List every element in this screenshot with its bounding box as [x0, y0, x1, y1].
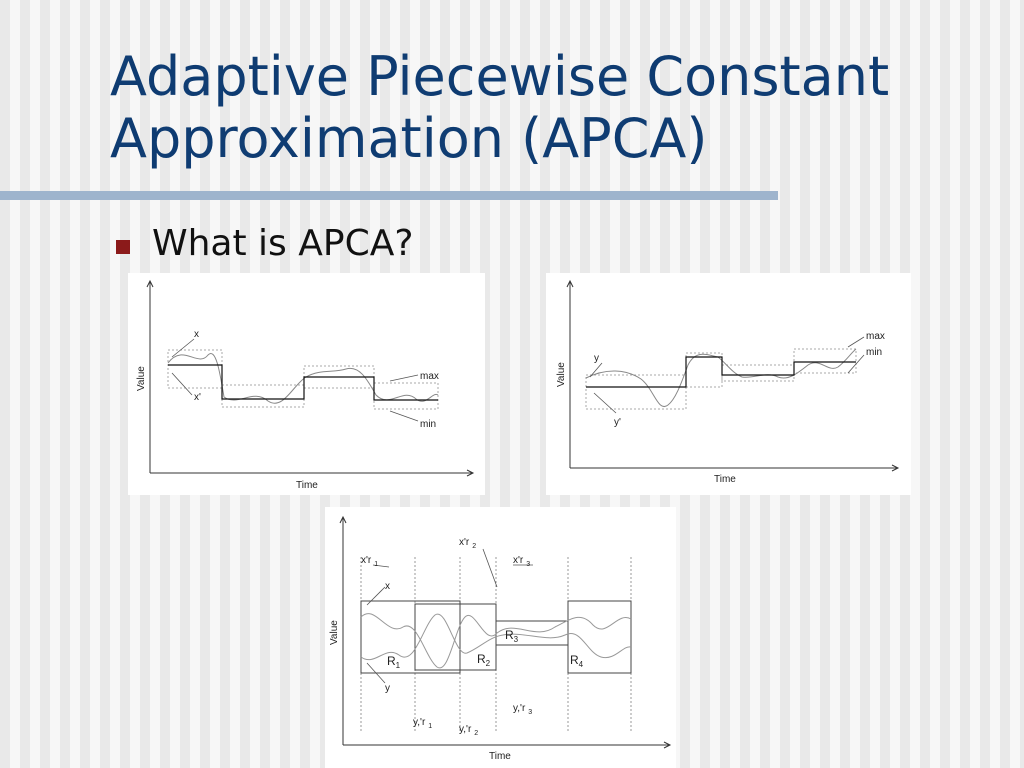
label-min: min [866, 347, 883, 358]
pointer-max [848, 337, 864, 347]
y-axis-label: Value [329, 620, 340, 645]
label-yr1: y,'r $_1$ [413, 717, 433, 730]
apca-figure-y [546, 273, 911, 495]
label-x: x [385, 581, 390, 592]
x-axis-label: Time [296, 480, 318, 491]
region-r1 [361, 601, 460, 673]
label-r3: $R_3$ [505, 628, 519, 644]
segment-box [374, 383, 438, 409]
square-bullet-icon [116, 240, 130, 254]
label-xprime: x' [194, 392, 201, 403]
segment-box [586, 375, 686, 409]
apca-step-xprime [168, 365, 438, 400]
title-divider [0, 191, 778, 200]
pointer-min [848, 355, 864, 373]
label-yprime: y' [614, 417, 621, 428]
segment-box [722, 365, 794, 381]
apca-figure-x [128, 273, 485, 495]
label-r1: $R_1$ [387, 654, 401, 670]
pointer-yprime [594, 393, 616, 413]
label-r4: $R_4$ [570, 653, 584, 669]
slide-title-line-2: Approximation (APCA) [110, 107, 708, 170]
label-min: min [420, 419, 437, 430]
label-max: max [420, 371, 439, 382]
apca-figure-y-drawing [546, 273, 911, 495]
pointer-min [390, 411, 418, 421]
time-series-y [586, 349, 856, 407]
label-yr3: y,'r $_3$ [513, 703, 533, 716]
y-axis-label: Value [136, 366, 147, 391]
x-axis-label: Time [714, 474, 736, 485]
slide-title [110, 46, 990, 170]
label-y: y [594, 353, 599, 364]
bullet-text: What is APCA? [152, 223, 414, 264]
slide-title-line-1: Adaptive Piecewise Constant [110, 45, 890, 108]
pointer-xprime [172, 373, 192, 395]
label-xr1: x'r $_1$ [361, 555, 379, 568]
pointer-x [172, 339, 194, 357]
label-max: max [866, 331, 885, 342]
label-x: x [194, 329, 199, 340]
apca-regions-figure [325, 507, 676, 768]
label-xr2: x'r $_2$ [459, 537, 477, 550]
x-axis-label: Time [489, 751, 511, 762]
pointer-x [367, 587, 385, 605]
apca-regions-drawing [325, 507, 676, 768]
apca-figure-x-drawing [128, 273, 485, 495]
segment-box [794, 349, 856, 373]
pointer-xr2 [483, 549, 497, 587]
segment-box [686, 353, 722, 387]
label-yr2: y,'r $_2$ [459, 724, 479, 737]
label-xr3: x'r $_3$ [513, 555, 531, 568]
label-r2: $R_2$ [477, 652, 491, 668]
y-axis-label: Value [556, 362, 567, 387]
time-series-x [168, 354, 438, 404]
pointer-max [390, 375, 418, 381]
segment-box [222, 385, 304, 407]
label-y: y [385, 683, 390, 694]
